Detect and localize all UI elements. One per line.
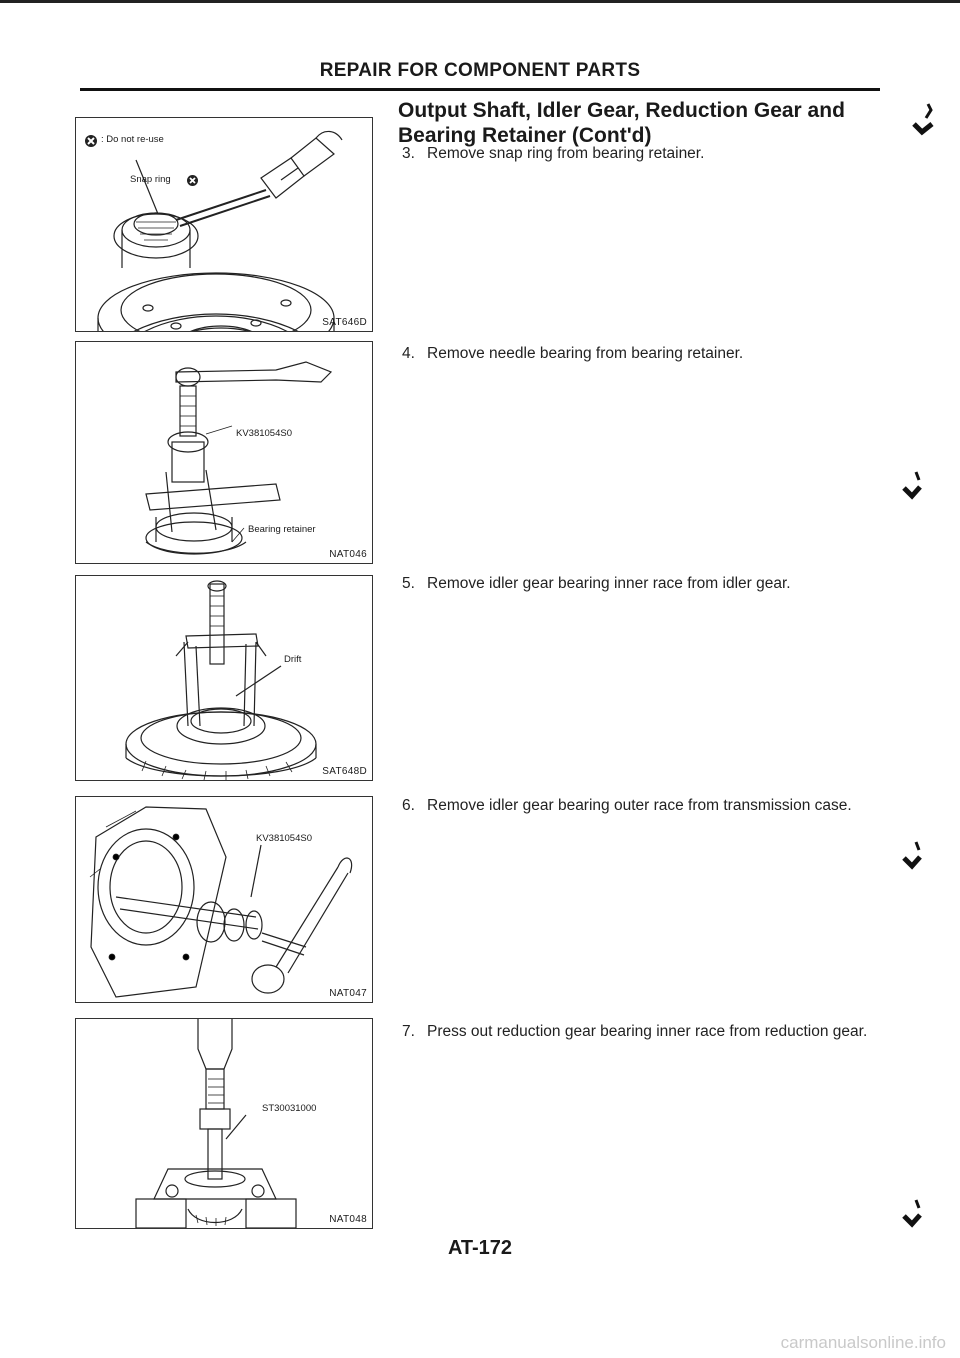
step-3 xyxy=(402,144,892,163)
page-header: REPAIR FOR COMPONENT PARTS xyxy=(319,60,641,81)
step-number: 4. xyxy=(402,345,415,362)
step-text: Remove idler gear bearing inner race from idler gear. xyxy=(427,575,791,592)
figure-needle-bearing xyxy=(75,341,373,564)
figure-code: NAT047 xyxy=(329,988,367,999)
figure-code: NAT046 xyxy=(329,549,367,560)
section-title xyxy=(398,98,898,148)
step-text: Remove snap ring from bearing retainer. xyxy=(427,145,705,162)
section-title-line1: Output Shaft, Idler Gear, Reduction Gear and xyxy=(398,99,845,122)
do-not-reuse-icon xyxy=(186,174,199,187)
figure-outer-race xyxy=(75,796,373,1003)
step-number: 7. xyxy=(402,1023,415,1040)
idler-gear-puller-illustration xyxy=(76,576,372,780)
press-reduction-gear-illustration xyxy=(76,1019,372,1228)
step-4 xyxy=(402,344,892,363)
section-title-line2: Bearing Retainer (Cont'd) xyxy=(398,124,652,147)
step-number: 3. xyxy=(402,145,415,162)
do-not-reuse-icon xyxy=(84,134,98,148)
step-7 xyxy=(402,1022,892,1041)
figure-snap-ring xyxy=(75,117,373,332)
step-5 xyxy=(402,574,892,593)
step-number: 6. xyxy=(402,797,415,814)
figure-reduction-gear xyxy=(75,1018,373,1229)
check-tick-icon xyxy=(908,102,936,140)
step-text: Press out reduction gear bearing inner race from reduction gear. xyxy=(427,1023,868,1040)
tool-number-label: KV381054S0 xyxy=(256,833,312,844)
top-border xyxy=(0,0,960,3)
step-text: Remove needle bearing from bearing retainer. xyxy=(427,345,744,362)
tool-number-label: ST30031000 xyxy=(262,1103,317,1114)
snap-ring-illustration xyxy=(76,118,372,331)
bearing-puller-illustration xyxy=(76,342,372,563)
check-tick-icon xyxy=(900,1198,926,1230)
outer-race-removal-illustration xyxy=(76,797,372,1002)
header-rule xyxy=(80,88,880,91)
bearing-retainer-label: Bearing retainer xyxy=(248,524,316,535)
figure-code: SAT646D xyxy=(322,317,367,328)
tool-number-label: KV381054S0 xyxy=(236,428,292,439)
step-6 xyxy=(402,796,892,815)
watermark: carmanualsonline.info xyxy=(780,1333,946,1352)
step-text: Remove idler gear bearing outer race from transmission case. xyxy=(427,797,852,814)
figure-code: NAT048 xyxy=(329,1214,367,1225)
step-number: 5. xyxy=(402,575,415,592)
page-number: AT-172 xyxy=(447,1237,513,1259)
figure-code: SAT648D xyxy=(322,766,367,777)
check-tick-icon xyxy=(900,470,926,502)
figure-idler-gear xyxy=(75,575,373,781)
snap-ring-label: Snap ring xyxy=(130,174,171,185)
do-not-reuse-label: : Do not re-use xyxy=(101,134,164,145)
drift-label: Drift xyxy=(284,654,302,665)
check-tick-icon xyxy=(900,840,926,872)
